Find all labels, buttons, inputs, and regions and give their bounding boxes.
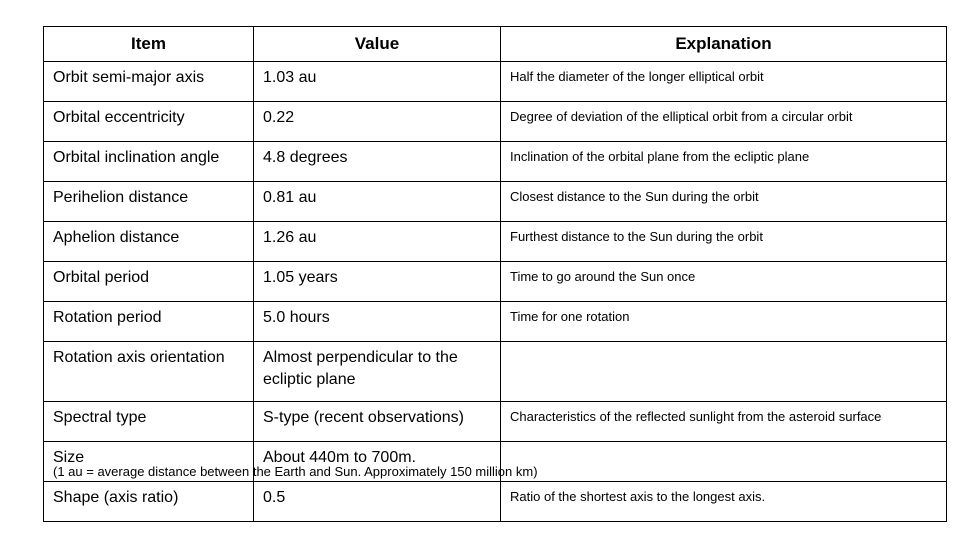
cell-item: Perihelion distance xyxy=(44,182,254,222)
cell-value: Almost perpendicular to the ecliptic plane xyxy=(254,342,501,402)
table-row xyxy=(44,222,947,262)
cell-value: About 440m to 700m. xyxy=(254,442,501,482)
table-row xyxy=(44,142,947,182)
cell-explanation: Closest distance to the Sun during the orbit xyxy=(501,182,947,222)
cell-value: S-type (recent observations) xyxy=(254,402,501,442)
cell-item: Orbit semi-major axis xyxy=(44,62,254,102)
cell-item: Shape (axis ratio) xyxy=(44,482,254,522)
cell-item: Rotation period xyxy=(44,302,254,342)
cell-explanation xyxy=(501,442,947,482)
cell-explanation: Inclination of the orbital plane from the ecliptic plane xyxy=(501,142,947,182)
cell-value: 1.26 au xyxy=(254,222,501,262)
asteroid-properties-table xyxy=(43,26,947,522)
table-header-row xyxy=(44,27,947,62)
cell-item: Orbital inclination angle xyxy=(44,142,254,182)
cell-item: Aphelion distance xyxy=(44,222,254,262)
header-explanation: Explanation xyxy=(501,27,947,62)
cell-value: 1.05 years xyxy=(254,262,501,302)
cell-explanation: Time to go around the Sun once xyxy=(501,262,947,302)
table-row xyxy=(44,302,947,342)
cell-item: Size xyxy=(44,442,254,482)
cell-explanation: Degree of deviation of the elliptical orbit from a circular orbit xyxy=(501,102,947,142)
table-row xyxy=(44,102,947,142)
cell-explanation: Characteristics of the reflected sunlight from the asteroid surface xyxy=(501,402,947,442)
cell-value: 5.0 hours xyxy=(254,302,501,342)
cell-item: Orbital eccentricity xyxy=(44,102,254,142)
table-row xyxy=(44,482,947,522)
cell-item: Orbital period xyxy=(44,262,254,302)
cell-explanation: Half the diameter of the longer elliptical orbit xyxy=(501,62,947,102)
table-row xyxy=(44,402,947,442)
table-row xyxy=(44,182,947,222)
properties-table-container xyxy=(43,26,946,522)
cell-explanation: Time for one rotation xyxy=(501,302,947,342)
header-value: Value xyxy=(254,27,501,62)
cell-explanation: Furthest distance to the Sun during the orbit xyxy=(501,222,947,262)
table-row xyxy=(44,262,947,302)
header-item: Item xyxy=(44,27,254,62)
footnote: (1 au = average distance between the Earth and Sun. Approximately 150 million km) xyxy=(53,464,538,479)
cell-explanation: Ratio of the shortest axis to the longest axis. xyxy=(501,482,947,522)
cell-value: 4.8 degrees xyxy=(254,142,501,182)
table-row xyxy=(44,62,947,102)
table-row xyxy=(44,342,947,402)
cell-explanation xyxy=(501,342,947,402)
cell-value: 0.22 xyxy=(254,102,501,142)
cell-value: 0.81 au xyxy=(254,182,501,222)
cell-value: 0.5 xyxy=(254,482,501,522)
cell-item: Rotation axis orientation xyxy=(44,342,254,402)
cell-item: Spectral type xyxy=(44,402,254,442)
cell-value: 1.03 au xyxy=(254,62,501,102)
